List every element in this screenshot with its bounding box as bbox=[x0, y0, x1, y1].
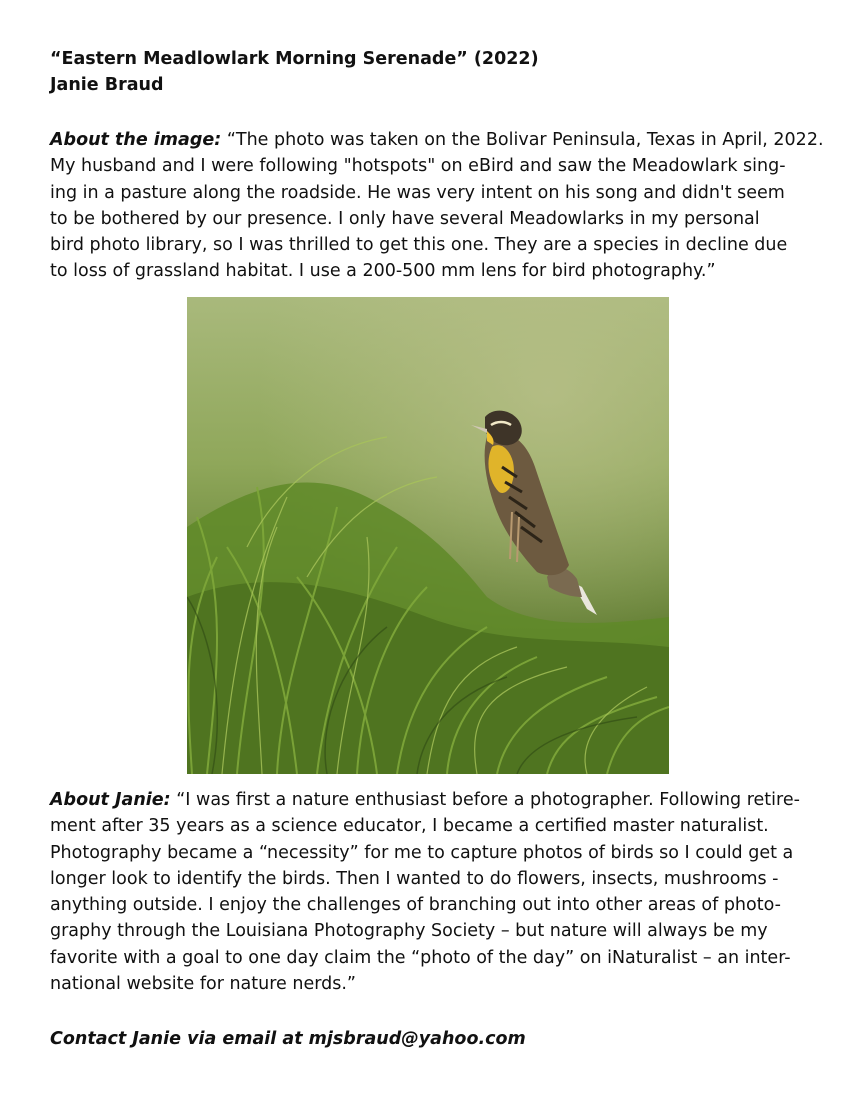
contact-line: Contact Janie via email at mjsbraud@yahoo.com bbox=[50, 1029, 526, 1049]
about-image-line-3: ing in a pasture along the roadside. He was very intent on his song and didn't seem bbox=[50, 182, 785, 203]
about-janie-line-8: national website for nature nerds.” bbox=[50, 974, 356, 995]
about-janie-paragraph bbox=[50, 787, 810, 997]
about-janie-line-3: Photography became a “necessity” for me to capture photos of birds so I could get a bbox=[50, 842, 794, 863]
about-image-text: “The photo was taken on the Bolivar Peninsula, Texas in April, 2022. bbox=[226, 130, 824, 150]
about-janie-line-2: ment after 35 years as a science educator, I became a certified master naturalist. bbox=[50, 816, 769, 837]
artist-name: Janie Braud bbox=[50, 75, 164, 95]
about-image-line-2: My husband and I were following "hotspots" on eBird and saw the Meadowlark sing- bbox=[50, 156, 786, 177]
about-janie-line-7: favorite with a goal to one day claim the “photo of the day” on iNaturalist – an inter- bbox=[50, 947, 791, 968]
about-image-line-6: to loss of grassland habitat. I use a 200-500 mm lens for bird photography.” bbox=[50, 261, 716, 282]
about-image-line-1 bbox=[50, 127, 824, 153]
about-janie-line-4: longer look to identify the birds. Then I wanted to do flowers, insects, mushrooms - bbox=[50, 868, 779, 889]
about-image-lead: About the image: bbox=[50, 130, 222, 150]
about-image-line-5: bird photo library, so I was thrilled to get this one. They are a species in decline due bbox=[50, 235, 788, 256]
about-janie-line-1 bbox=[50, 787, 810, 813]
meadowlark-photo bbox=[187, 297, 669, 774]
about-image-line-4: to be bothered by our presence. I only have several Meadowlarks in my personal bbox=[50, 208, 760, 229]
about-image-paragraph bbox=[50, 127, 824, 285]
about-janie-text: “I was first a nature enthusiast before a photographer. Following retire- bbox=[176, 790, 800, 810]
header bbox=[50, 46, 810, 98]
about-janie-lead: About Janie: bbox=[50, 790, 171, 810]
about-janie-line-6: graphy through the Louisiana Photography Society – but nature will always be my bbox=[50, 921, 768, 942]
about-janie-line-5: anything outside. I enjoy the challenges of branching out into other areas of photo- bbox=[50, 895, 781, 916]
artwork-title: “Eastern Meadlowlark Morning Serenade” (2022) bbox=[50, 49, 539, 69]
